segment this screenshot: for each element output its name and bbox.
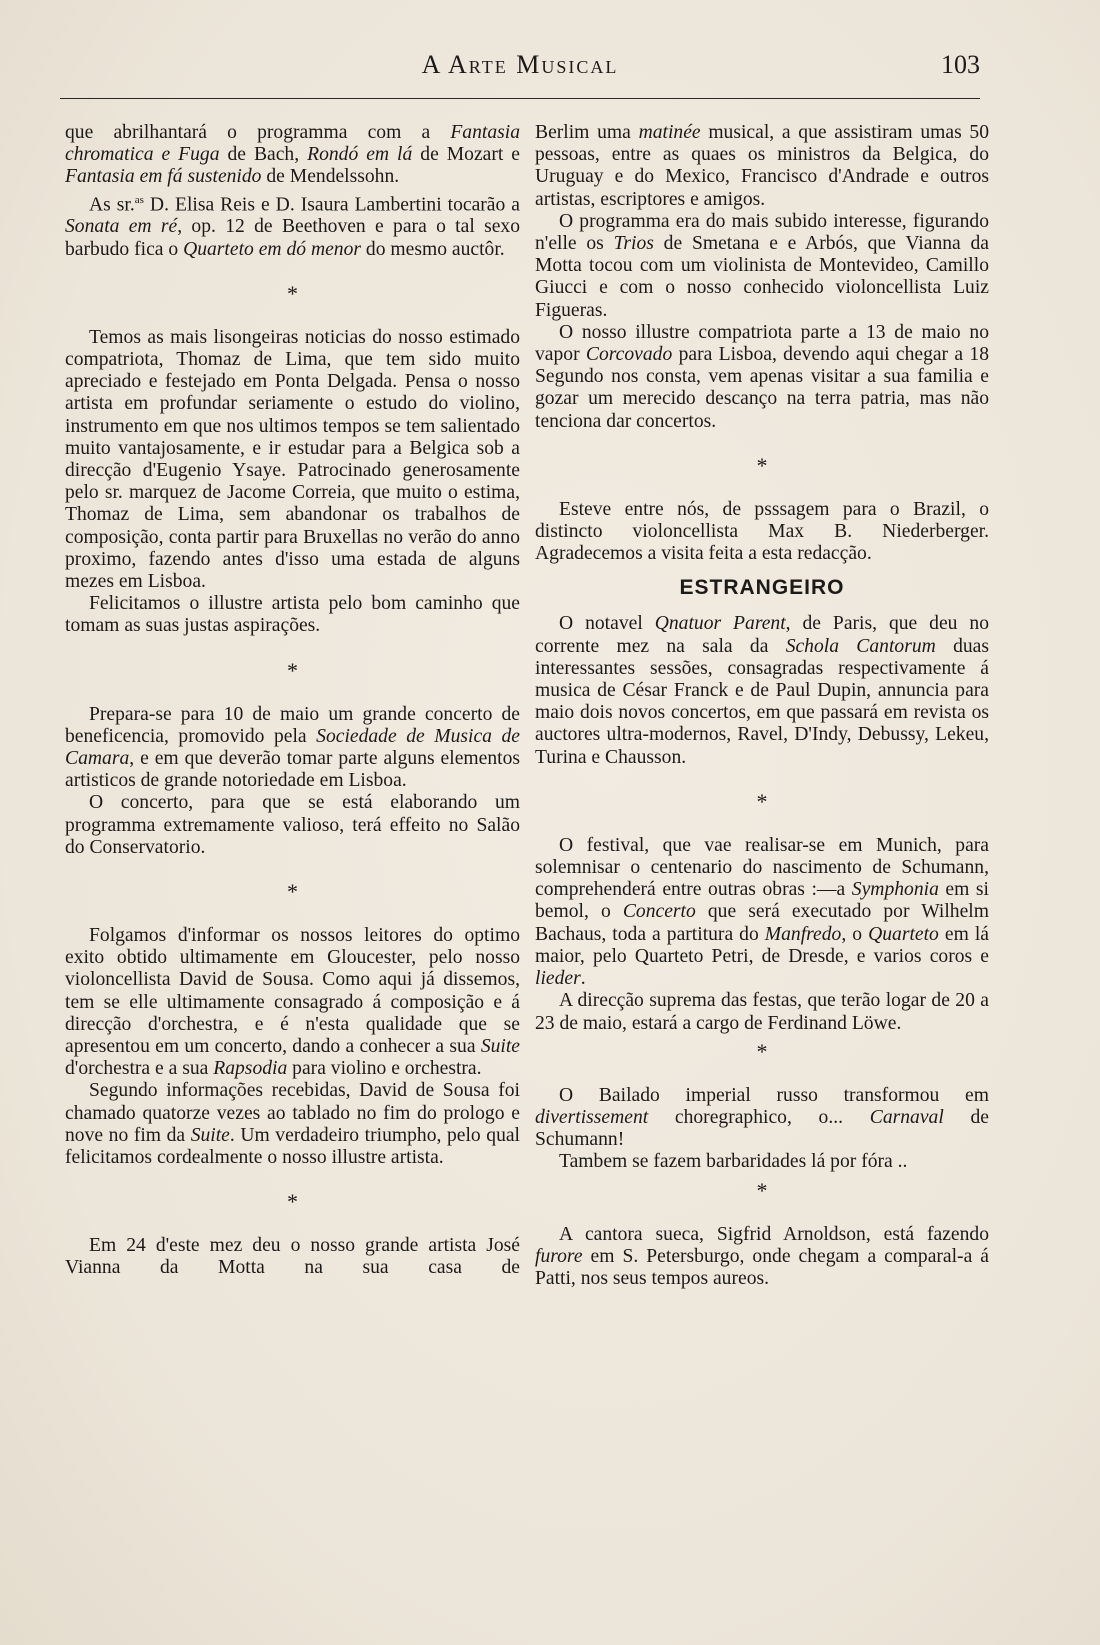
- paragraph: Berlim uma matinée musical, a que assistiram umas 50 pessoas, entre as quaes os ministros da Belgica, do Uruguay e do Mexico, Francisco d'Andrade e outros artistas, escriptores e amigos.: [535, 122, 989, 210]
- paragraph: Felicitamos o illustre artista pelo bom caminho que tomam as suas justas aspirações.: [65, 593, 520, 637]
- paragraph: O notavel Qnatuor Parent, de Paris, que deu no corrente mez na sala da Schola Cantorum duas interessantes sessões, consagradas respectivamente á musica de César Franck e de Paul Dupin, annuncia para maio dois novos concertos, em que passará em revista os auctores ultra-modernos, Ravel, D'Indy, Debussy, Lekeu, Turina e Chausson.: [535, 613, 989, 768]
- paragraph: Temos as mais lisongeiras noticias do nosso estimado compatriota, Thomaz de Lima, que tem sido muito apreciado e festejado em Ponta Delgada. Pensa o nosso artista em profundar seriamente o estudo do violino, instrumento em que nos ultimos tempos se tem salientado muito vantajosamente, e ir estudar para a Belgica sob a direcção d'Eugenio Ysaye. Patrocinado generosamente pelo sr. marquez de Jacome Correia, que muito o estima, Thomaz de Lima, sem abandonar os trabalhos de composição, conta partir para Bruxellas no verão do anno proximo, fazendo antes d'isso uma estada de alguns mezes em Lisboa.: [65, 326, 520, 592]
- paragraph: Folgamos d'informar os nossos leitores do optimo exito obtido ultimamente em Gloucester, pelo nosso violoncellista David de Sousa. Como aqui já dissemos, tem se elle ultimamente consagrado á composição e á direcção d'orchestra, e é n'esta qualidade que se apresentou em um concerto, dando a conhecer a sua Suite d'orchestra e a sua Rapsodia para violino e orchestra.: [65, 925, 520, 1080]
- page-header: [60, 50, 980, 90]
- paragraph: O programma era do mais subido interesse, figurando n'elle os Trios de Smetana e e Arbós, que Vianna da Motta tocou com um violinista de Montevideo, Camillo Giucci e com o nosso conhecido violoncellista Luiz Figueras.: [535, 210, 990, 321]
- asterisk-separator: *: [287, 879, 298, 905]
- page-number: 103: [941, 50, 980, 79]
- paragraph: O concerto, para que se está elaborando um programma extremamente valioso, terá effeito no Salão do Conservatorio.: [65, 792, 520, 858]
- paragraph: A direcção suprema das festas, que terão logar de 20 a 23 de maio, estará a cargo de Ferdinand Löwe.: [535, 990, 989, 1034]
- asterisk-separator: *: [756, 1038, 768, 1064]
- paragraph: Tambem se fazem barbaridades lá por fóra ..: [559, 1151, 908, 1173]
- paragraph: Em 24 d'este mez deu o nosso grande artista José Vianna da Motta na sua casa de: [65, 1235, 520, 1279]
- asterisk-separator: *: [756, 1177, 768, 1203]
- asterisk-separator: *: [287, 657, 298, 683]
- paragraph: O nosso illustre compatriota parte a 13 de maio no vapor Corcovado para Lisboa, devendo aqui chegar a 18 Segundo nos consta, vem apenas visitar a sua familia e gozar um merecido descanço na terra patria, mas não tenciona dar concertos.: [535, 321, 989, 432]
- asterisk-separator: *: [287, 1189, 298, 1215]
- paragraph: O Bailado imperial russo transformou em divertissement choregraphico, o... Carnaval de Schumann!: [535, 1084, 989, 1151]
- paragraph: As sr.$^{as}$ D. Elisa Reis e D. Isaura Lambertini tocarão a Sonata em ré, op. 12 de Beethoven e para o tal sexo barbudo fica o Quarteto em dó menor do mesmo auctôr.: [65, 193, 520, 260]
- asterisk-separator: *: [287, 280, 298, 306]
- asterisk-separator: *: [756, 452, 768, 478]
- paragraph: Segundo informações recebidas, David de Sousa foi chamado quatorze vezes ao tablado no fim do prologo e nove no fim da Suite. Um verdadeiro triumpho, pelo qual felicitamos cordealmente o nosso illustre artista.: [65, 1080, 521, 1169]
- section-heading: ESTRANGEIRO: [679, 576, 845, 600]
- paragraph: O festival, que vae realisar-se em Munich, para solemnisar o centenario do nascimento de Schumann, comprehenderá entre outras obras :—a Symphonia em si bemol, o Concerto que será executado por Wilhelm Bachaus, toda a partitura do Manfredo, o Quarteto em lá maior, pelo Quarteto Petri, de Dresde, e varios coros e lieder.: [535, 834, 990, 990]
- header-rule: [60, 98, 980, 99]
- asterisk-separator: *: [756, 788, 768, 814]
- right-column: [535, 122, 989, 1290]
- left-column: [65, 122, 520, 1280]
- paragraph: Esteve entre nós, de psssagem para o Brazil, o distincto violoncellista Max B. Niederberger. Agradecemos a visita feita a esta redacção.: [535, 498, 989, 565]
- paragraph: A cantora sueca, Sigfrid Arnoldson, está fazendo furore em S. Petersburgo, onde chegam a comparal-a á Patti, nos seus tempos aureos.: [535, 1223, 989, 1289]
- running-title: A Arte Musical: [421, 50, 619, 79]
- paragraph: que abrilhantará o programma com a Fantasia chromatica e Fuga de Bach, Rondó em lá de Mozart e Fantasia em fá sustenido de Mendelssohn.: [65, 122, 521, 188]
- paragraph: Prepara-se para 10 de maio um grande concerto de beneficencia, promovido pela Sociedade de Musica de Camara, e em que deverão tomar parte alguns elementos artisticos de grande notoriedade em Lisboa.: [65, 703, 520, 792]
